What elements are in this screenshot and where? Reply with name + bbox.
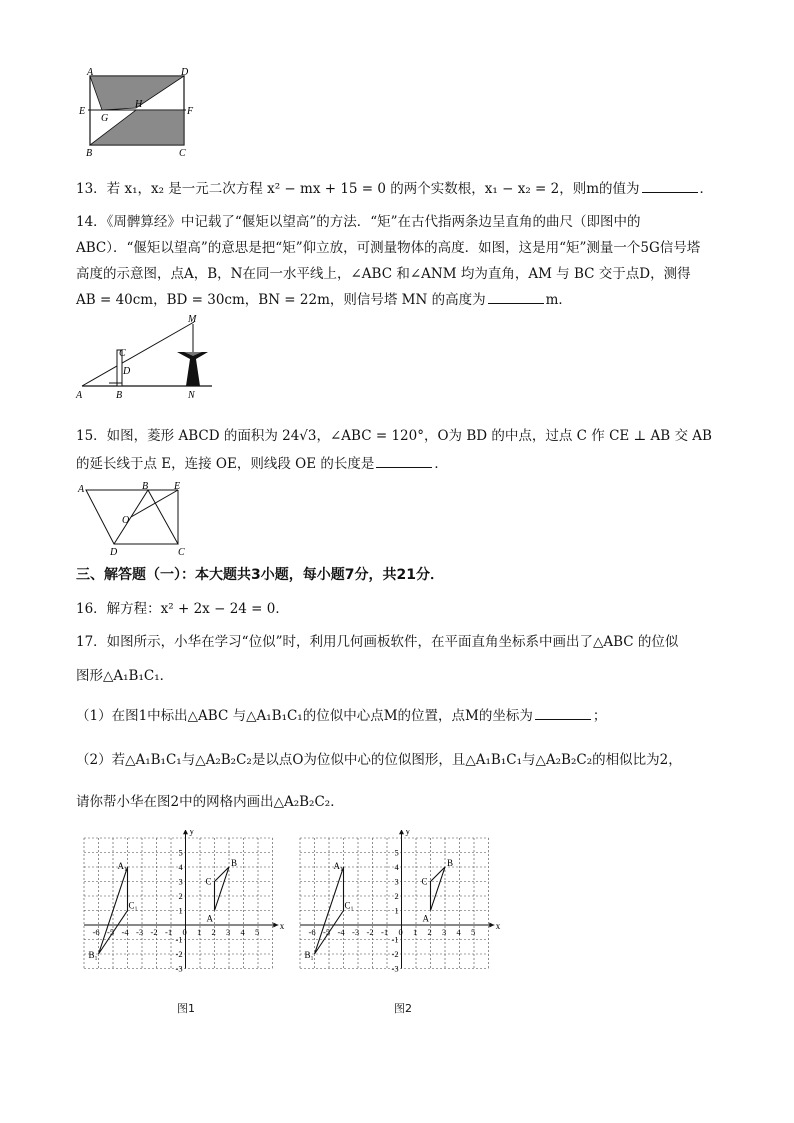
- q17-part1-tail: ；: [592, 708, 607, 724]
- y-tick-label: 1: [178, 905, 183, 916]
- grid-figure-2[interactable]: [294, 830, 506, 990]
- y-axis-arrow: [399, 830, 404, 834]
- label-H: H: [135, 99, 143, 110]
- label-C: C: [178, 547, 185, 558]
- x-tick-label: -1: [165, 927, 173, 937]
- answer-blank-13[interactable]: [642, 180, 698, 193]
- label-C: C: [119, 348, 126, 359]
- x-tick-label: 4: [456, 927, 461, 937]
- q14-line4-text: AB = 40cm，BD = 30cm，BN = 22m，则信号塔 MN 的高度为: [76, 292, 486, 308]
- q14-tail: m．: [545, 292, 572, 308]
- answer-blank-15[interactable]: [376, 455, 432, 468]
- q13-tail: ．: [699, 181, 714, 197]
- point-label-C: C: [205, 876, 212, 887]
- question-13: [76, 177, 713, 197]
- point-label-A: A: [422, 913, 429, 924]
- question-14-line4: [76, 288, 572, 308]
- x-axis-label: x: [495, 921, 501, 931]
- point-label-C: C: [421, 876, 428, 887]
- y-tick-label: 5: [178, 847, 183, 858]
- label-M: M: [188, 314, 197, 325]
- y-tick-label: 2: [394, 891, 399, 901]
- question-17-line2: 图形△A₁B₁C₁．: [76, 668, 174, 684]
- y-tick-label: 1: [394, 905, 399, 916]
- label-G: G: [101, 113, 109, 124]
- y-tick-label: 3: [178, 876, 183, 887]
- grid-figure-1[interactable]: [78, 830, 290, 990]
- triangle-A1B1C1: [315, 867, 344, 954]
- question-17-line1: 17．如图所示，小华在学习“位似”时，利用几何画板软件，在平面直角坐标系中画出了△ABC 的位似: [76, 634, 679, 650]
- point-label-C1: C₁: [344, 900, 354, 911]
- caption-figure-1: 图1: [177, 1002, 195, 1015]
- x-tick-label: -1: [381, 927, 389, 937]
- x-tick-label: 0: [398, 927, 403, 937]
- point-label-C1: C₁: [128, 900, 138, 911]
- x-tick-label: -4: [121, 927, 129, 937]
- q15-tail: ．: [434, 456, 448, 472]
- y-tick-label: 3: [394, 876, 399, 887]
- y-tick-label: -2: [391, 949, 399, 959]
- x-tick-label: -6: [308, 927, 316, 937]
- x-tick-label: 0: [182, 927, 187, 937]
- y-axis-arrow: [183, 830, 188, 834]
- rhombus-figure: [74, 480, 194, 558]
- x-tick-label: -6: [92, 927, 100, 937]
- label-B: B: [86, 148, 93, 159]
- y-tick-label: -1: [175, 934, 183, 945]
- triangle-A1B1C1: [99, 867, 128, 954]
- x-tick-label: -4: [337, 927, 345, 937]
- x-tick-label: -2: [366, 927, 374, 937]
- triangle-ABC: [431, 867, 446, 911]
- label-A: A: [87, 67, 94, 78]
- x-axis-arrow: [273, 923, 278, 928]
- answer-blank-17[interactable]: [535, 707, 591, 720]
- tower-figure: [72, 312, 232, 404]
- y-tick-label: -2: [175, 949, 183, 959]
- q15-line2-text: 的延长线于点 E，连接 OE，则线段 OE 的长度是: [76, 456, 375, 472]
- y-tick-label: 5: [394, 847, 399, 858]
- x-tick-label: 4: [240, 927, 245, 937]
- label-B: B: [142, 481, 149, 492]
- x-tick-label: 2: [427, 927, 432, 937]
- question-17-part2: （2）若△A₁B₁C₁与△A₂B₂C₂是以点O为位似中心的位似图形，且△A₁B₁C₁与△A₂B₂C₂的相似比为2，: [76, 752, 682, 768]
- y-axis-label: y: [189, 830, 194, 837]
- question-14-line2: ABC）．“偃矩以望高”的意思是把“矩”仰立放，可测量物体的高度．如图，这是用“矩”测量一个5G信号塔: [76, 240, 701, 256]
- q17-part1-text: （1）在图1中标出△ABC 与△A₁B₁C₁的位似中心点M的位置，点M的坐标为: [76, 708, 533, 724]
- question-14-line3: 高度的示意图，点A，B，N在同一水平线上，∠ABC 和∠ANM 均为直角，AM 与 BC 交于点D，测得: [76, 266, 691, 282]
- y-tick-label: 4: [394, 862, 399, 872]
- label-O: O: [122, 515, 130, 526]
- question-15-line1: 15．如图，菱形 ABCD 的面积为 24√3，∠ABC = 120°，O为 BD 的中点，过点 C 作 CE ⊥ AB 交 AB: [76, 428, 712, 444]
- x-tick-label: 3: [226, 927, 231, 937]
- x-tick-label: -3: [136, 927, 144, 937]
- label-N: N: [188, 390, 195, 401]
- x-tick-label: 2: [211, 927, 216, 937]
- rectangle-figure: [78, 66, 204, 160]
- x-tick-label: -5: [107, 927, 115, 937]
- y-tick-label: -3: [391, 963, 399, 974]
- question-14-line1: 14．《周髀算经》中记载了“偃矩以望高”的方法．“矩”在古代指两条边呈直角的曲尺（即图中的: [76, 214, 641, 230]
- x-tick-label: 1: [197, 927, 202, 937]
- point-label-A: A: [206, 913, 213, 924]
- x-tick-label: 1: [413, 927, 418, 937]
- q13-text: 13．若 x₁，x₂ 是一元二次方程 x² − mx + 15 = 0 的两个实数根，x₁ − x₂ = 2，则m的值为: [76, 181, 640, 197]
- point-label-B: B: [447, 858, 454, 868]
- x-axis-label: x: [279, 921, 285, 931]
- label-F: F: [187, 106, 194, 117]
- y-tick-label: 4: [178, 862, 183, 872]
- section-heading-3: 三、解答题（一）：本大题共3小题，每小题7分，共21分．: [76, 567, 444, 583]
- y-axis-label: y: [405, 830, 410, 837]
- x-tick-label: -3: [352, 927, 360, 937]
- caption-figure-2: 图2: [394, 1002, 412, 1015]
- y-tick-label: -1: [391, 934, 399, 945]
- point-label-A1: A₁: [117, 861, 128, 871]
- triangle-ABC: [215, 867, 230, 911]
- answer-blank-14[interactable]: [488, 291, 544, 304]
- label-C: C: [179, 148, 186, 159]
- y-tick-label: -3: [175, 963, 183, 974]
- y-tick-label: 2: [178, 891, 183, 901]
- label-D: D: [123, 366, 131, 377]
- question-17-part2b: 请你帮小华在图2中的网格内画出△A₂B₂C₂．: [76, 794, 344, 810]
- question-15-line2: [76, 452, 448, 472]
- label-E: E: [174, 481, 181, 492]
- x-tick-label: -2: [150, 927, 158, 937]
- label-A: A: [76, 390, 83, 401]
- x-tick-label: 5: [255, 927, 260, 937]
- point-label-B1: B₁: [88, 950, 98, 960]
- point-label-B1: B₁: [304, 950, 314, 960]
- question-16: 16．解方程：x² + 2x − 24 = 0．: [76, 601, 289, 617]
- point-label-A1: A₁: [333, 861, 344, 871]
- x-tick-label: 5: [471, 927, 476, 937]
- point-label-B: B: [231, 858, 238, 868]
- question-17-part1: [76, 704, 606, 724]
- label-E: E: [79, 106, 86, 117]
- label-D: D: [110, 547, 118, 558]
- label-D: D: [181, 67, 189, 78]
- x-tick-label: -5: [323, 927, 331, 937]
- label-B: B: [116, 390, 123, 401]
- x-tick-label: 3: [442, 927, 447, 937]
- x-axis-arrow: [489, 923, 494, 928]
- label-A: A: [78, 484, 85, 495]
